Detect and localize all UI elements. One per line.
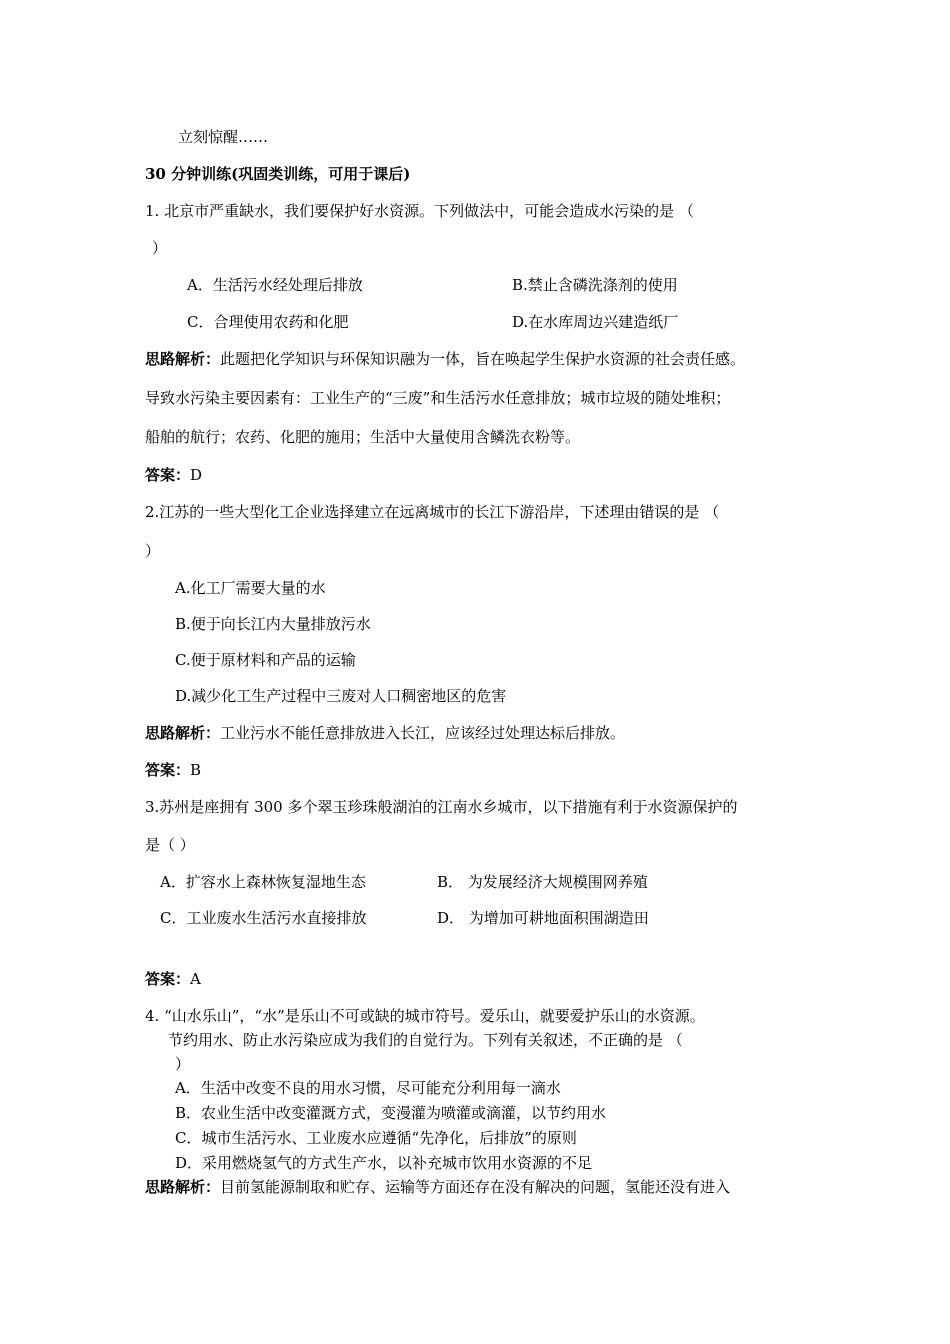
q3-option-c: C．工业废水生活污水直接排放 bbox=[160, 909, 367, 927]
q1-option-a: A．生活污水经处理后排放 bbox=[187, 276, 363, 294]
q4-stem-line2: 节约用水、防止水污染应成为我们的自觉行为。下列有关叙述，不正确的是 （ bbox=[168, 1031, 683, 1049]
q1-option-d: D.在水库周边兴建造纸厂 bbox=[512, 313, 679, 331]
q3-option-b: B． 为发展经济大规模围网养殖 bbox=[437, 873, 648, 891]
answer-label: 答案： bbox=[145, 970, 191, 988]
q2-option-a: A.化工厂需要大量的水 bbox=[175, 579, 326, 597]
q2-stem-paren: ） bbox=[145, 542, 161, 560]
q1-analysis bbox=[145, 349, 745, 369]
q2-analysis bbox=[145, 723, 625, 743]
q4-analysis-text: 目前氢能源制取和贮存、运输等方面还存在没有解决的问题，氢能还没有进入 bbox=[220, 1178, 731, 1196]
q1-option-c: C．合理使用农药和化肥 bbox=[187, 313, 349, 331]
q1-analysis-line2: 导致水污染主要因素有：工业生产的“三废”和生活污水任意排放；城市垃圾的随处堆积； bbox=[145, 389, 731, 407]
q4-option-c: C．城市生活污水、工业废水应遵循“先净化，后排放”的原则 bbox=[175, 1129, 577, 1147]
q3-option-d: D． 为增加可耕地面积围湖造田 bbox=[437, 909, 649, 927]
analysis-label: 思路解析： bbox=[145, 350, 221, 368]
q3-answer bbox=[145, 969, 201, 989]
q2-option-c: C.便于原材料和产品的运输 bbox=[175, 651, 356, 669]
q3-option-a: A．扩容水上森林恢复湿地生态 bbox=[160, 873, 366, 891]
q2-answer bbox=[145, 760, 201, 780]
answer-label: 答案： bbox=[145, 466, 191, 484]
q3-stem-line2: 是（ ） bbox=[145, 836, 195, 854]
q4-option-a: A．生活中改变不良的用水习惯，尽可能充分利用每一滴水 bbox=[175, 1079, 561, 1097]
q4-option-d: D．采用燃烧氢气的方式生产水，以补充城市饮用水资源的不足 bbox=[175, 1154, 593, 1172]
q1-analysis-line3: 船舶的航行；农药、化肥的施用；生活中大量使用含鳞洗衣粉等。 bbox=[145, 428, 581, 446]
intro-tail-text: 立刻惊醒…… bbox=[178, 128, 269, 146]
analysis-label: 思路解析： bbox=[145, 724, 221, 742]
q4-analysis bbox=[145, 1177, 730, 1197]
q2-analysis-text: 工业污水不能任意排放进入长江，应该经过处理达标后排放。 bbox=[220, 724, 626, 742]
analysis-label: 思路解析： bbox=[145, 1178, 221, 1196]
answer-label: 答案： bbox=[145, 761, 191, 779]
q4-stem: 4. “山水乐山”，“水”是乐山不可或缺的城市符号。爱乐山，就要爱护乐山的水资源。 bbox=[145, 1007, 705, 1025]
q2-stem: 2.江苏的一些大型化工企业选择建立在远离城市的长江下游沿岸，下述理由错误的是 （ bbox=[145, 503, 720, 521]
q3-answer-value: A bbox=[190, 970, 201, 988]
q2-option-b: B.便于向长江内大量排放污水 bbox=[175, 615, 371, 633]
q2-answer-value: B bbox=[190, 761, 202, 779]
q2-option-d: D.减少化工生产过程中三废对人口稠密地区的危害 bbox=[175, 687, 507, 705]
q1-answer bbox=[145, 465, 202, 485]
q1-option-b: B.禁止含磷洗涤剂的使用 bbox=[512, 276, 678, 294]
q1-stem-paren: ） bbox=[152, 239, 168, 257]
q1-stem: 1. 北京市严重缺水，我们要保护好水资源。下列做法中，可能会造成水污染的是 （ bbox=[145, 202, 694, 220]
q1-answer-value: D bbox=[190, 466, 203, 484]
q4-stem-paren: ） bbox=[175, 1055, 191, 1073]
section-title: 30 分钟训练(巩固类训练，可用于课后) bbox=[145, 165, 411, 183]
q4-option-b: B．农业生活中改变灌溉方式，变漫灌为喷灌或滴灌，以节约用水 bbox=[175, 1104, 607, 1122]
q1-analysis-text: 此题把化学知识与环保知识融为一体，旨在唤起学生保护水资源的社会责任感。 bbox=[220, 350, 746, 368]
q3-stem: 3.苏州是座拥有 300 多个翠玉珍珠般湖泊的江南水乡城市，以下措施有利于水资源保护的 bbox=[145, 798, 738, 816]
